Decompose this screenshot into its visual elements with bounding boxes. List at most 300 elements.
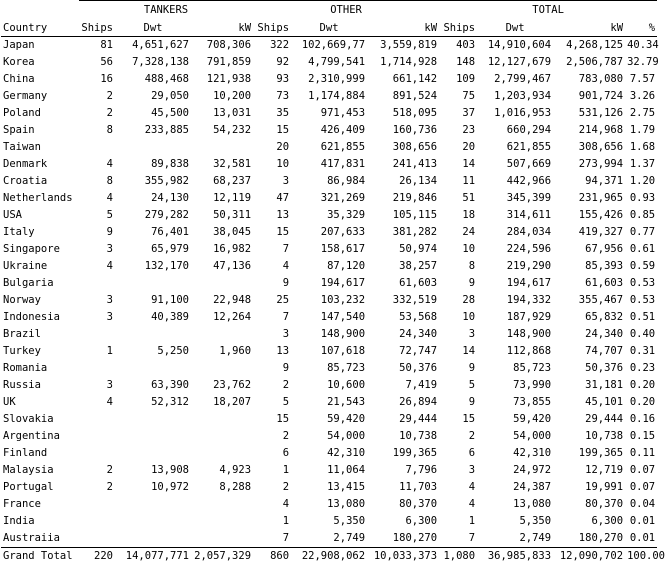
cell-total-dwt: 2,749	[477, 530, 553, 548]
cell-other-ships: 20	[253, 139, 291, 156]
cell-total-kw: 6,300	[553, 513, 625, 530]
cell-other-ships: 2	[253, 479, 291, 496]
cell-percent: 0.31	[625, 343, 657, 360]
cell-tankers-kw	[191, 513, 253, 530]
table-row	[1, 377, 657, 394]
cell-tankers-dwt: 91,100	[115, 292, 191, 309]
table-row	[1, 360, 657, 377]
cell-percent: 0.04	[625, 496, 657, 513]
cell-other-kw: 332,519	[367, 292, 439, 309]
cell-total-kw: 308,656	[553, 139, 625, 156]
cell-tankers-dwt: 76,401	[115, 224, 191, 241]
table-row	[1, 190, 657, 207]
cell-tankers-dwt: 40,389	[115, 309, 191, 326]
column-header-other-ships: Ships	[253, 19, 291, 37]
cell-country: Russia	[1, 377, 79, 394]
cell-other-dwt: 1,174,884	[291, 88, 367, 105]
cell-total-dwt: 621,855	[477, 139, 553, 156]
cell-total-ships: 51	[439, 190, 477, 207]
cell-tankers-kw: 22,948	[191, 292, 253, 309]
cell-percent: 0.07	[625, 479, 657, 496]
cell-tankers-kw: 791,859	[191, 54, 253, 71]
cell-tankers-kw: 18,207	[191, 394, 253, 411]
cell-other-kw: 381,282	[367, 224, 439, 241]
cell-tankers-ships: 3	[79, 309, 115, 326]
cell-total-kw: 355,467	[553, 292, 625, 309]
cell-total-ships: 5	[439, 377, 477, 394]
cell-tankers-kw	[191, 139, 253, 156]
cell-total-ships: 9	[439, 394, 477, 411]
cell-other-ships: 15	[253, 122, 291, 139]
cell-other-ships: 1	[253, 513, 291, 530]
cell-total-dwt: 73,855	[477, 394, 553, 411]
cell-total-dwt: 194,617	[477, 275, 553, 292]
cell-percent: 0.53	[625, 275, 657, 292]
cell-other-ships: 2	[253, 377, 291, 394]
cell-tankers-ships	[79, 513, 115, 530]
cell-other-ships: 47	[253, 190, 291, 207]
cell-tankers-kw	[191, 275, 253, 292]
cell-tankers-dwt	[115, 411, 191, 428]
cell-other-dwt: 426,409	[291, 122, 367, 139]
cell-percent: 0.93	[625, 190, 657, 207]
cell-total-kw: 19,991	[553, 479, 625, 496]
cell-tankers-ships	[79, 275, 115, 292]
grand-total-label: Grand Total	[1, 548, 79, 565]
cell-other-kw: 26,894	[367, 394, 439, 411]
cell-tankers-ships	[79, 411, 115, 428]
cell-total-kw: 65,832	[553, 309, 625, 326]
cell-total-ships: 148	[439, 54, 477, 71]
cell-tankers-ships	[79, 496, 115, 513]
cell-other-kw: 160,736	[367, 122, 439, 139]
cell-other-kw: 180,270	[367, 530, 439, 548]
column-header-country: Country	[1, 19, 79, 37]
cell-other-ships: 5	[253, 394, 291, 411]
cell-tankers-dwt: 24,130	[115, 190, 191, 207]
cell-other-ships: 7	[253, 241, 291, 258]
table-row	[1, 394, 657, 411]
cell-tankers-kw: 1,960	[191, 343, 253, 360]
cell-percent: 0.01	[625, 513, 657, 530]
cell-total-ships: 14	[439, 156, 477, 173]
cell-total-kw: 45,101	[553, 394, 625, 411]
cell-other-ships: 9	[253, 360, 291, 377]
cell-other-kw: 308,656	[367, 139, 439, 156]
cell-tankers-dwt: 63,390	[115, 377, 191, 394]
cell-tankers-ships	[79, 530, 115, 548]
cell-tankers-dwt: 233,885	[115, 122, 191, 139]
cell-other-kw: 1,714,928	[367, 54, 439, 71]
cell-tankers-ships	[79, 360, 115, 377]
cell-total-ships: 7	[439, 530, 477, 548]
cell-total-kw: 199,365	[553, 445, 625, 462]
cell-other-kw: 241,413	[367, 156, 439, 173]
cell-other-dwt: 86,984	[291, 173, 367, 190]
cell-tankers-kw	[191, 496, 253, 513]
cell-total-ships: 14	[439, 343, 477, 360]
cell-tankers-ships: 3	[79, 241, 115, 258]
cell-total-ships: 109	[439, 71, 477, 88]
cell-tankers-kw: 68,237	[191, 173, 253, 190]
grand-total-other-kw: 10,033,373	[367, 548, 439, 565]
cell-total-kw: 155,426	[553, 207, 625, 224]
cell-percent: 32.79	[625, 54, 657, 71]
cell-other-dwt: 158,617	[291, 241, 367, 258]
grand-total-kw: 12,090,702	[553, 548, 625, 565]
cell-tankers-ships: 16	[79, 71, 115, 88]
table-row	[1, 530, 657, 548]
cell-other-dwt: 21,543	[291, 394, 367, 411]
cell-total-kw: 231,965	[553, 190, 625, 207]
cell-percent: 0.77	[625, 224, 657, 241]
cell-total-kw: 50,376	[553, 360, 625, 377]
cell-country: Germany	[1, 88, 79, 105]
cell-total-dwt: 42,310	[477, 445, 553, 462]
cell-tankers-ships: 5	[79, 207, 115, 224]
cell-total-dwt: 24,972	[477, 462, 553, 479]
table-row	[1, 326, 657, 343]
cell-other-kw: 6,300	[367, 513, 439, 530]
cell-tankers-dwt: 29,050	[115, 88, 191, 105]
group-header-blank	[1, 1, 79, 20]
cell-percent: 0.07	[625, 462, 657, 479]
cell-other-ships: 73	[253, 88, 291, 105]
cell-tankers-ships: 3	[79, 292, 115, 309]
cell-total-kw: 24,340	[553, 326, 625, 343]
cell-tankers-ships: 8	[79, 122, 115, 139]
cell-total-ships: 37	[439, 105, 477, 122]
cell-other-ships: 13	[253, 343, 291, 360]
cell-tankers-kw: 708,306	[191, 37, 253, 55]
cell-tankers-kw: 50,311	[191, 207, 253, 224]
cell-total-ships: 28	[439, 292, 477, 309]
cell-total-dwt: 1,016,953	[477, 105, 553, 122]
cell-country: China	[1, 71, 79, 88]
column-header-percent: %	[625, 19, 657, 37]
cell-other-dwt: 194,617	[291, 275, 367, 292]
cell-total-dwt: 12,127,679	[477, 54, 553, 71]
cell-tankers-dwt	[115, 326, 191, 343]
cell-percent: 0.59	[625, 258, 657, 275]
cell-country: Singapore	[1, 241, 79, 258]
cell-country: Croatia	[1, 173, 79, 190]
cell-total-ships: 403	[439, 37, 477, 55]
cell-other-ships: 92	[253, 54, 291, 71]
cell-other-kw: 61,603	[367, 275, 439, 292]
cell-percent: 7.57	[625, 71, 657, 88]
cell-country: Austraiia	[1, 530, 79, 548]
cell-tankers-dwt	[115, 428, 191, 445]
cell-country: Denmark	[1, 156, 79, 173]
cell-total-kw: 29,444	[553, 411, 625, 428]
cell-other-dwt: 147,540	[291, 309, 367, 326]
cell-total-ships: 10	[439, 241, 477, 258]
cell-other-kw: 72,747	[367, 343, 439, 360]
table-row	[1, 462, 657, 479]
cell-country: Korea	[1, 54, 79, 71]
cell-country: Malaysia	[1, 462, 79, 479]
cell-tankers-dwt: 89,838	[115, 156, 191, 173]
cell-tankers-ships: 4	[79, 394, 115, 411]
cell-tankers-dwt: 132,170	[115, 258, 191, 275]
cell-percent: 0.85	[625, 207, 657, 224]
cell-country: Poland	[1, 105, 79, 122]
table-row	[1, 105, 657, 122]
cell-total-dwt: 194,332	[477, 292, 553, 309]
grand-total-tankers-ships: 220	[79, 548, 115, 565]
cell-tankers-dwt: 65,979	[115, 241, 191, 258]
column-header-other-kw: kW	[367, 19, 439, 37]
column-header-tankers-kw: kW	[191, 19, 253, 37]
cell-percent: 0.01	[625, 530, 657, 548]
cell-tankers-ships	[79, 139, 115, 156]
cell-total-kw: 94,371	[553, 173, 625, 190]
cell-other-dwt: 417,831	[291, 156, 367, 173]
cell-tankers-kw: 13,031	[191, 105, 253, 122]
cell-tankers-kw: 8,288	[191, 479, 253, 496]
cell-total-ships: 8	[439, 258, 477, 275]
cell-tankers-kw: 38,045	[191, 224, 253, 241]
cell-percent: 0.40	[625, 326, 657, 343]
cell-other-dwt: 54,000	[291, 428, 367, 445]
cell-total-kw: 531,126	[553, 105, 625, 122]
group-header-other: OTHER	[253, 1, 439, 20]
cell-tankers-ships: 4	[79, 156, 115, 173]
column-header-tankers-ships: Ships	[79, 19, 115, 37]
cell-other-kw: 219,846	[367, 190, 439, 207]
cell-country: USA	[1, 207, 79, 224]
cell-tankers-ships	[79, 428, 115, 445]
cell-other-ships: 3	[253, 173, 291, 190]
cell-percent: 0.15	[625, 428, 657, 445]
cell-tankers-ships: 8	[79, 173, 115, 190]
cell-tankers-dwt: 52,312	[115, 394, 191, 411]
cell-total-kw: 10,738	[553, 428, 625, 445]
table-row	[1, 173, 657, 190]
cell-other-dwt: 85,723	[291, 360, 367, 377]
cell-other-ships: 6	[253, 445, 291, 462]
cell-total-ships: 20	[439, 139, 477, 156]
cell-tankers-ships: 4	[79, 258, 115, 275]
grand-total-dwt: 36,985,833	[477, 548, 553, 565]
table-row	[1, 122, 657, 139]
cell-other-ships: 93	[253, 71, 291, 88]
cell-tankers-kw: 54,232	[191, 122, 253, 139]
cell-total-kw: 783,080	[553, 71, 625, 88]
cell-other-kw: 53,568	[367, 309, 439, 326]
cell-country: Italy	[1, 224, 79, 241]
cell-total-ships: 10	[439, 309, 477, 326]
cell-other-ships: 13	[253, 207, 291, 224]
cell-other-kw: 7,796	[367, 462, 439, 479]
cell-percent: 0.61	[625, 241, 657, 258]
cell-tankers-kw: 16,982	[191, 241, 253, 258]
cell-other-kw: 199,365	[367, 445, 439, 462]
column-header-tankers-dwt: Dwt	[115, 19, 191, 37]
cell-total-kw: 12,719	[553, 462, 625, 479]
cell-other-dwt: 11,064	[291, 462, 367, 479]
cell-tankers-ships: 2	[79, 105, 115, 122]
table-row	[1, 513, 657, 530]
cell-total-dwt: 314,611	[477, 207, 553, 224]
column-header-total-dwt: Dwt	[477, 19, 553, 37]
cell-other-dwt: 2,310,999	[291, 71, 367, 88]
cell-tankers-dwt	[115, 513, 191, 530]
group-header-tankers: TANKERS	[79, 1, 253, 20]
table-row	[1, 241, 657, 258]
cell-tankers-ships: 56	[79, 54, 115, 71]
cell-other-kw: 7,419	[367, 377, 439, 394]
cell-total-dwt: 1,203,934	[477, 88, 553, 105]
cell-country: India	[1, 513, 79, 530]
cell-tankers-dwt: 4,651,627	[115, 37, 191, 55]
cell-percent: 0.51	[625, 309, 657, 326]
cell-percent: 3.26	[625, 88, 657, 105]
cell-total-dwt: 187,929	[477, 309, 553, 326]
cell-tankers-dwt	[115, 360, 191, 377]
cell-other-ships: 9	[253, 275, 291, 292]
cell-tankers-ships: 9	[79, 224, 115, 241]
cell-tankers-dwt: 45,500	[115, 105, 191, 122]
cell-total-dwt: 284,034	[477, 224, 553, 241]
cell-other-ships: 25	[253, 292, 291, 309]
cell-tankers-dwt	[115, 445, 191, 462]
cell-other-dwt: 59,420	[291, 411, 367, 428]
column-header-row	[1, 19, 657, 37]
cell-other-kw: 29,444	[367, 411, 439, 428]
cell-country: Portugal	[1, 479, 79, 496]
shipbuilding-table	[1, 0, 657, 565]
cell-other-ships: 35	[253, 105, 291, 122]
cell-total-dwt: 345,399	[477, 190, 553, 207]
cell-tankers-dwt: 10,972	[115, 479, 191, 496]
cell-total-ships: 1	[439, 513, 477, 530]
table-row	[1, 156, 657, 173]
cell-tankers-ships: 2	[79, 88, 115, 105]
cell-percent: 1.68	[625, 139, 657, 156]
cell-other-kw: 891,524	[367, 88, 439, 105]
cell-total-ships: 23	[439, 122, 477, 139]
column-header-total-kw: kW	[553, 19, 625, 37]
cell-total-ships: 11	[439, 173, 477, 190]
cell-total-kw: 2,506,787	[553, 54, 625, 71]
cell-country: Norway	[1, 292, 79, 309]
cell-tankers-dwt: 355,982	[115, 173, 191, 190]
cell-country: UK	[1, 394, 79, 411]
cell-total-ships: 15	[439, 411, 477, 428]
cell-percent: 0.11	[625, 445, 657, 462]
cell-percent: 0.20	[625, 394, 657, 411]
table-row	[1, 292, 657, 309]
cell-other-ships: 10	[253, 156, 291, 173]
table-row	[1, 343, 657, 360]
cell-tankers-ships: 2	[79, 479, 115, 496]
cell-other-kw: 26,134	[367, 173, 439, 190]
cell-other-dwt: 621,855	[291, 139, 367, 156]
table-row	[1, 37, 657, 55]
grand-total-tankers-kw: 2,057,329	[191, 548, 253, 565]
cell-percent: 1.37	[625, 156, 657, 173]
cell-total-dwt: 148,900	[477, 326, 553, 343]
cell-percent: 0.16	[625, 411, 657, 428]
cell-country: Netherlands	[1, 190, 79, 207]
cell-total-ships: 3	[439, 462, 477, 479]
table-row	[1, 207, 657, 224]
cell-tankers-dwt: 5,250	[115, 343, 191, 360]
cell-other-dwt: 103,232	[291, 292, 367, 309]
cell-total-kw: 419,327	[553, 224, 625, 241]
cell-total-kw: 67,956	[553, 241, 625, 258]
cell-tankers-ships: 3	[79, 377, 115, 394]
cell-country: Taiwan	[1, 139, 79, 156]
cell-total-dwt: 73,990	[477, 377, 553, 394]
cell-other-dwt: 5,350	[291, 513, 367, 530]
cell-country: Indonesia	[1, 309, 79, 326]
cell-tankers-kw: 10,200	[191, 88, 253, 105]
cell-country: Ukraine	[1, 258, 79, 275]
cell-other-ships: 7	[253, 530, 291, 548]
cell-other-ships: 7	[253, 309, 291, 326]
cell-country: Turkey	[1, 343, 79, 360]
cell-tankers-ships	[79, 326, 115, 343]
cell-total-dwt: 59,420	[477, 411, 553, 428]
cell-tankers-dwt: 279,282	[115, 207, 191, 224]
cell-total-ships: 3	[439, 326, 477, 343]
cell-total-kw: 273,994	[553, 156, 625, 173]
cell-other-ships: 4	[253, 496, 291, 513]
cell-total-dwt: 224,596	[477, 241, 553, 258]
cell-total-dwt: 2,799,467	[477, 71, 553, 88]
table-row	[1, 411, 657, 428]
cell-other-dwt: 13,080	[291, 496, 367, 513]
cell-tankers-ships	[79, 445, 115, 462]
cell-total-kw: 61,603	[553, 275, 625, 292]
cell-other-kw: 24,340	[367, 326, 439, 343]
cell-tankers-dwt	[115, 530, 191, 548]
cell-total-kw: 180,270	[553, 530, 625, 548]
grand-total-row	[1, 548, 657, 565]
cell-other-kw: 80,370	[367, 496, 439, 513]
cell-other-dwt: 13,415	[291, 479, 367, 496]
cell-tankers-dwt: 488,468	[115, 71, 191, 88]
table-row	[1, 139, 657, 156]
cell-other-kw: 50,376	[367, 360, 439, 377]
cell-tankers-kw	[191, 428, 253, 445]
cell-tankers-kw: 47,136	[191, 258, 253, 275]
cell-total-ships: 18	[439, 207, 477, 224]
cell-tankers-kw: 32,581	[191, 156, 253, 173]
cell-country: Finland	[1, 445, 79, 462]
cell-other-kw: 105,115	[367, 207, 439, 224]
cell-total-kw: 31,181	[553, 377, 625, 394]
cell-tankers-dwt: 7,328,138	[115, 54, 191, 71]
group-header-total: TOTAL	[439, 1, 657, 20]
table-row	[1, 88, 657, 105]
cell-other-ships: 15	[253, 224, 291, 241]
column-header-total-ships: Ships	[439, 19, 477, 37]
grand-total-percent: 100.00	[625, 548, 657, 565]
cell-country: Romania	[1, 360, 79, 377]
cell-tankers-kw: 121,938	[191, 71, 253, 88]
cell-total-kw: 901,724	[553, 88, 625, 105]
cell-other-ships: 4	[253, 258, 291, 275]
grand-total-tankers-dwt: 14,077,771	[115, 548, 191, 565]
cell-percent: 1.20	[625, 173, 657, 190]
cell-other-dwt: 4,799,541	[291, 54, 367, 71]
cell-total-ships: 2	[439, 428, 477, 445]
cell-total-dwt: 14,910,604	[477, 37, 553, 55]
